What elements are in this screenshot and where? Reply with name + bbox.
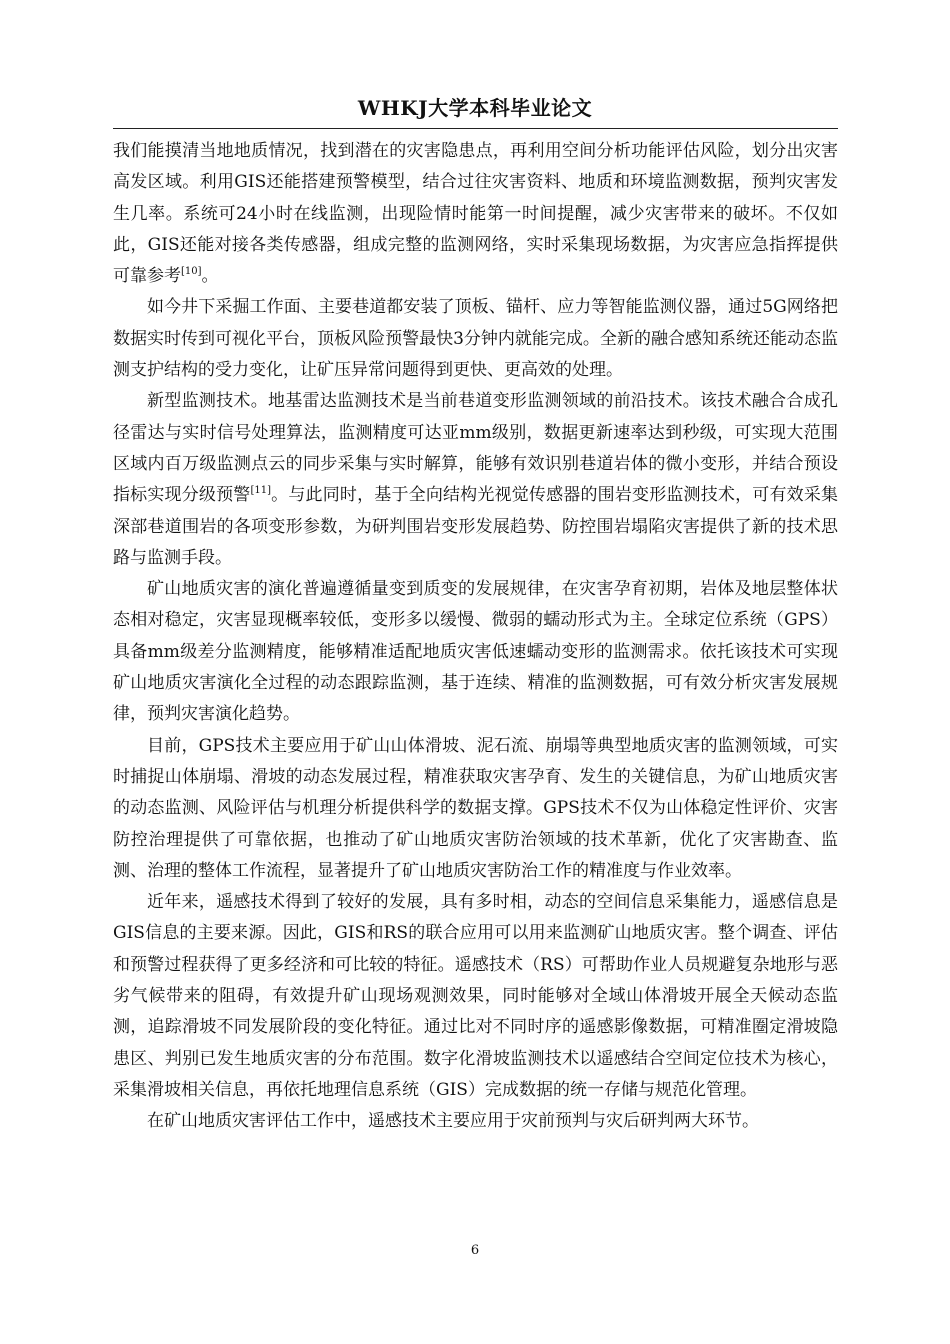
paragraph-rs-assessment bbox=[113, 1106, 838, 1137]
paragraph-smart-sensors bbox=[113, 292, 838, 386]
paragraph-gps-evolution bbox=[113, 574, 838, 730]
paragraph-gis-monitoring bbox=[113, 136, 838, 292]
paragraph-ground-radar bbox=[113, 386, 838, 574]
paragraph-text: 新型监测技术。地基雷达监测技术是当前巷道变形监测领域的前沿技术。该技术融合合成孔径雷达与实时信号处理算法，监测精度可达亚mm级别，数据更新速率达到秒级，可实现大范围区域内百万级监测点云的同步采集与实时解算，能够有效识别巷道岩体的微小变形，并结合预设指标实现分级预警 bbox=[113, 391, 838, 506]
body-text bbox=[113, 136, 838, 1138]
paragraph-text: 在矿山地质灾害评估工作中，遥感技术主要应用于灾前预判与灾后研判两大环节。 bbox=[147, 1111, 759, 1132]
paragraph-text: 如今井下采掘工作面、主要巷道都安装了顶板、锚杆、应力等智能监测仪器，通过5G网络把数据实时传到可视化平台，顶板风险预警最快3分钟内就能完成。全新的融合感知系统还能动态监测支护结构的受力变化，让矿压异常问题得到更快、更高效的处理。 bbox=[113, 297, 838, 381]
citation-reference: [11] bbox=[250, 485, 271, 497]
paragraph-text-tail: 。 bbox=[201, 266, 219, 287]
paragraph-text: 我们能摸清当地地质情况，找到潜在的灾害隐患点，再利用空间分析功能评估风险，划分出灾害高发区域。利用GIS还能搭建预警模型，结合过往灾害资料、地质和环境监测数据，预判灾害发生几率。系统可24小时在线监测，出现险情时能第一时间提醒，减少灾害带来的破坏。不仅如此，GIS还能对接各类传感器，组成完整的监测网络，实时采集现场数据，为灾害应急指挥提供可靠参考 bbox=[113, 141, 838, 287]
paragraph-remote-sensing bbox=[113, 887, 838, 1106]
citation-reference: [10] bbox=[181, 266, 202, 278]
header-divider bbox=[113, 128, 838, 129]
paragraph-text-tail: 。与此同时，基于全向结构光视觉传感器的围岩变形监测技术，可有效采集深部巷道围岩的各项变形参数，为研判围岩变形发展趋势、防控围岩塌陷灾害提供了新的技术思路与监测手段。 bbox=[113, 485, 839, 568]
paragraph-text: 矿山地质灾害的演化普遍遵循量变到质变的发展规律，在灾害孕育初期，岩体及地层整体状态相对稳定，灾害显现概率较低，变形多以缓慢、微弱的蠕动形式为主。全球定位系统（GPS）具备mm级差分监测精度，能够精准适配地质灾害低速蠕动变形的监测需求。依托该技术可实现矿山地质灾害演化全过程的动态跟踪监测，基于连续、精准的监测数据，可有效分析灾害发展规律，预判灾害演化趋势。 bbox=[113, 579, 838, 725]
paragraph-gps-applications bbox=[113, 731, 838, 887]
page-header-title: WHKJ大学本科毕业论文 bbox=[357, 96, 593, 120]
paragraph-text: 目前，GPS技术主要应用于矿山山体滑坡、泥石流、崩塌等典型地质灾害的监测领域，可实时捕捉山体崩塌、滑坡的动态发展过程，精准获取灾害孕育、发生的关键信息，为矿山地质灾害的动态监测、风险评估与机理分析提供科学的数据支撑。GPS技术不仅为山体稳定性评价、灾害防控治理提供了可靠依据，也推动了矿山地质灾害防治领域的技术革新，优化了灾害勘查、监测、治理的整体工作流程，显著提升了矿山地质灾害防治工作的精准度与作业效率。 bbox=[113, 735, 838, 881]
paragraph-text: 近年来，遥感技术得到了较好的发展，具有多时相，动态的空间信息采集能力，遥感信息是GIS信息的主要来源。因此，GIS和RS的联合应用可以用来监测矿山地质灾害。整个调查、评估和预警过程获得了更多经济和可比较的特征。遥感技术（RS）可帮助作业人员规避复杂地形与恶劣气候带来的阻碍，有效提升矿山现场观测效果，同时能够对全域山体滑坡开展全天候动态监测，追踪滑坡不同发展阶段的变化特征。通过比对不同时序的遥感影像数据，可精准圈定滑坡隐患区、判别已发生地质灾害的分布范围。数字化滑坡监测技术以遥感结合空间定位技术为核心，采集滑坡相关信息，再依托地理信息系统（GIS）完成数据的统一存储与规范化管理。 bbox=[113, 892, 838, 1100]
page-number: 6 bbox=[470, 1243, 480, 1258]
